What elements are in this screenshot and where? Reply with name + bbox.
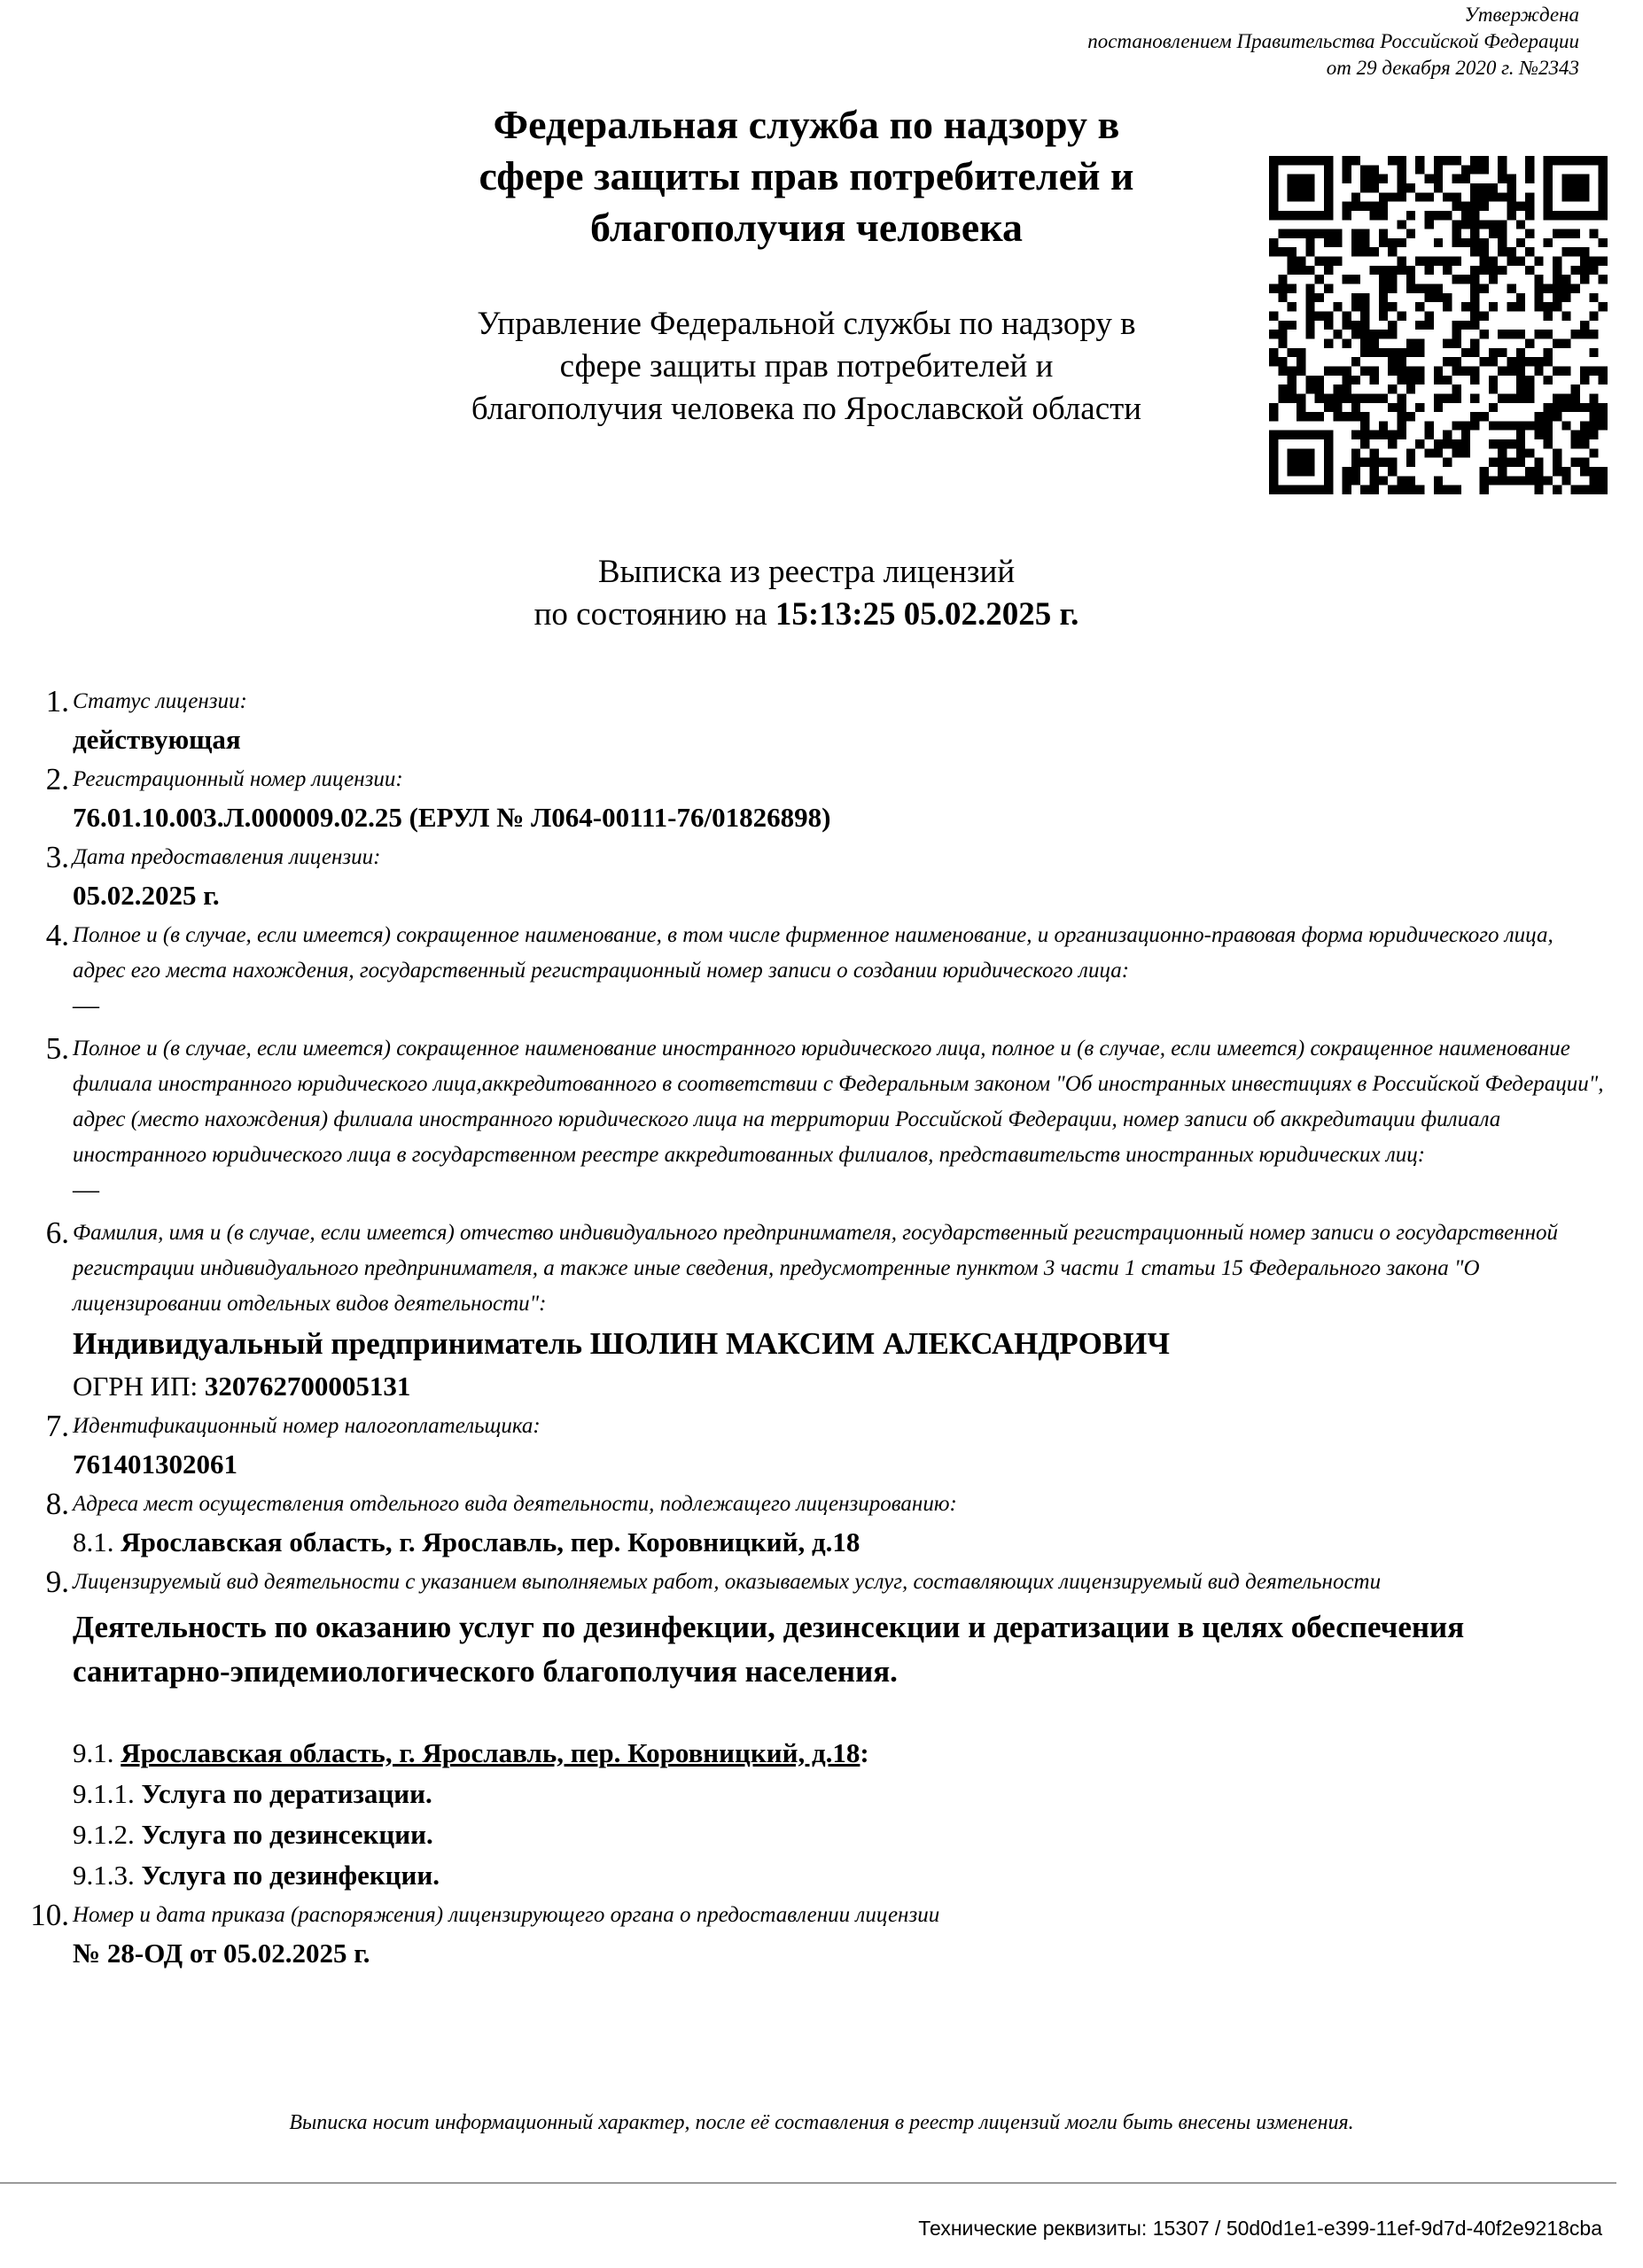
department-title	[337, 303, 1276, 431]
item-label: Идентификационный номер налогоплательщика:	[73, 1414, 541, 1438]
item-label: Адреса мест осуществления отдельного вида деятельности, подлежащего лицензированию:	[73, 1492, 957, 1516]
department-line-1: Управление Федеральной службы по надзору в	[477, 306, 1136, 342]
license-number: 76.01.10.003.Л.000009.02.25 (ЕРУЛ № Л064-00111-76/01826898)	[73, 802, 831, 833]
item-number: 5.	[45, 1031, 69, 1066]
approval-line-3: от 29 декабря 2020 г. №2343	[1326, 57, 1579, 79]
address-number: 8.1.	[73, 1526, 114, 1557]
agency-title	[337, 99, 1276, 253]
agency-title-line-2: сфере защиты прав потребителей и	[479, 153, 1134, 198]
extract-date-value: 15:13:25 05.02.2025 г.	[775, 596, 1079, 633]
department-line-2: сфере защиты прав потребителей и	[559, 348, 1054, 384]
service-row	[73, 1814, 1643, 1855]
address-link-text: Ярославская область, г. Ярославль, пер. Коровницкий, д.18	[121, 1737, 860, 1768]
license-date: 05.02.2025 г.	[73, 880, 220, 911]
item-label: Дата предоставления лицензии:	[73, 845, 381, 869]
approval-note	[1087, 2, 1579, 82]
item-label: Лицензируемый вид деятельности с указанием выполняемых работ, оказываемых услуг, составляющих лицензируемый вид деятельности	[73, 1570, 1382, 1594]
service-value: Услуга по дезинсекции.	[141, 1819, 433, 1850]
extract-date-line	[266, 594, 1347, 636]
service-number: 9.1.1.	[73, 1778, 135, 1809]
ogrn-value: 320762700005131	[204, 1371, 411, 1402]
approval-line-1: Утверждена	[1464, 4, 1579, 26]
inn-value: 761401302061	[73, 1449, 237, 1480]
address-value: Ярославская область, г. Ярославль, пер. Коровницкий, д.18	[121, 1526, 860, 1557]
item-3	[0, 838, 1643, 916]
empty-value-dash: —	[73, 1175, 99, 1204]
item-label: Фамилия, имя и (в случае, если имеется) отчество индивидуального предпринимателя, государственный регистрационный номер записи о государственной регистрации индивидуального предпринимателя, а также иные сведения, предусмотренные пунктом 3 части 1 статьи 15 Федерального закона "О лицензировании отдельных видов деятельности":	[73, 1221, 1559, 1316]
entrepreneur-name: Индивидуальный предприниматель ШОЛИН МАКСИМ АЛЕКСАНДРОВИЧ	[73, 1326, 1171, 1361]
agency-title-line-3: благополучия человека	[589, 205, 1024, 250]
service-row	[73, 1855, 1643, 1896]
approval-line-2: постановлением Правительства Российской Федерации	[1087, 30, 1579, 52]
item-number: 3.	[45, 840, 69, 874]
item-1	[0, 682, 1643, 760]
qr-code-image	[1269, 156, 1608, 494]
item-number: 1.	[45, 684, 69, 718]
technical-details: Технические реквизиты: 15307 / 50d0d1e1-e399-11ef-9d7d-40f2e9218cba	[918, 2217, 1602, 2240]
extract-date-prefix: по состоянию на	[533, 596, 767, 633]
empty-value-dash: —	[73, 990, 99, 1020]
item-number: 2.	[45, 762, 69, 796]
item-number: 10.	[30, 1898, 69, 1932]
licensed-activity: Деятельность по оказанию услуг по дезинфекции, дезинсекции и дератизации в целях обеспечения санитарно-эпидемиологического благополучия населения.	[73, 1610, 1465, 1689]
footer-divider	[0, 2182, 1616, 2184]
item-4	[0, 916, 1643, 1022]
disclaimer: Выписка носит информационный характер, после её составления в реестр лицензий могли быть внесены изменения.	[289, 2111, 1354, 2134]
activity-address	[73, 1522, 1643, 1563]
item-number: 8.	[45, 1487, 69, 1521]
service-row	[73, 1774, 1643, 1814]
item-label: Регистрационный номер лицензии:	[73, 767, 403, 791]
agency-title-line-1: Федеральная служба по надзору в	[493, 102, 1120, 147]
address-number: 9.1.	[73, 1737, 114, 1768]
ogrn-line	[73, 1366, 1643, 1407]
item-7	[0, 1407, 1643, 1485]
item-label: Номер и дата приказа (распоряжения) лицензирующего органа о предоставлении лицензии	[73, 1903, 940, 1927]
item-number: 4.	[45, 918, 69, 952]
activity-address-detail	[73, 1733, 1643, 1774]
service-value: Услуга по дезинфекции.	[141, 1860, 440, 1891]
order-number: № 28-ОД от 05.02.2025 г.	[73, 1938, 370, 1969]
item-label: Полное и (в случае, если имеется) сокращенное наименование, в том числе фирменное наименование, и организационно-правовая форма юридического лица, адрес его места нахождения, государственный регистрационный номер записи о создании юридического лица:	[73, 923, 1553, 983]
department-line-3: благополучия человека по Ярославской области	[471, 391, 1142, 427]
item-label: Полное и (в случае, если имеется) сокращенное наименование иностранного юридического лица, полное и (в случае, если имеется) сокращенное наименование филиала иностранного юридического лица,аккредитованного в соответствии с Федеральным законом "Об иностранных инвестициях в Российской Федерации", адрес (место нахождения) филиала иностранного юридического лица на территории Российской Федерации, номер записи об аккредитации филиала иностранного юридического лица в государственном реестре аккредитованных филиалов, представительств иностранных юридических лиц:	[73, 1037, 1604, 1167]
item-5	[0, 1029, 1643, 1207]
item-8	[0, 1485, 1643, 1563]
extract-title: Выписка из реестра лицензий	[597, 554, 1016, 590]
item-label: Статус лицензии:	[73, 689, 247, 713]
license-items	[0, 682, 1643, 1974]
item-9	[0, 1563, 1643, 1896]
service-number: 9.1.3.	[73, 1860, 135, 1891]
ogrn-label: ОГРН ИП:	[73, 1371, 199, 1402]
qr-code	[1269, 156, 1608, 494]
item-number: 7.	[45, 1409, 69, 1443]
item-10	[0, 1896, 1643, 1974]
service-number: 9.1.2.	[73, 1819, 135, 1850]
license-status: действующая	[73, 724, 241, 755]
service-value: Услуга по дератизации.	[141, 1778, 432, 1809]
item-number: 9.	[45, 1565, 69, 1599]
item-number: 6.	[45, 1216, 69, 1250]
item-2	[0, 760, 1643, 838]
address-colon: :	[860, 1737, 869, 1768]
item-6	[0, 1214, 1643, 1407]
extract-heading	[266, 551, 1347, 636]
